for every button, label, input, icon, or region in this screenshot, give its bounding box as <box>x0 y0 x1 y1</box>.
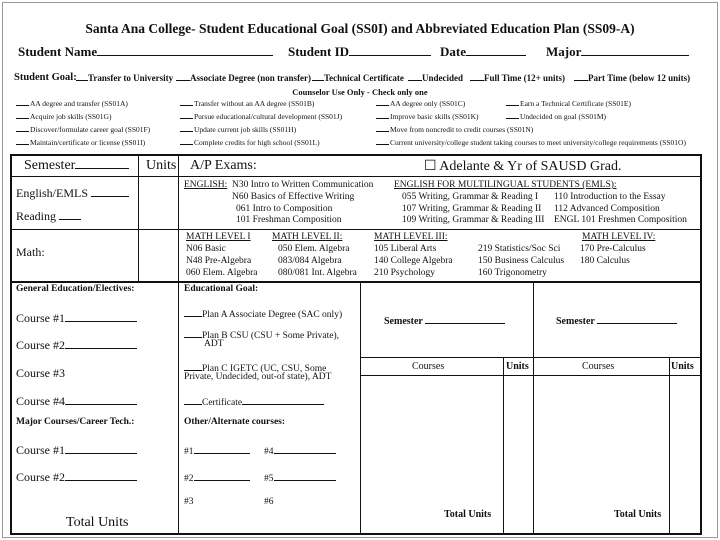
math-course: 083/084 Algebra <box>278 256 342 266</box>
code-item[interactable]: Discover/formulate career goal (SS01F) <box>16 125 150 134</box>
date-label: Date <box>440 44 466 59</box>
date-field[interactable] <box>440 44 526 60</box>
code-item[interactable]: Earn a Technical Certificate (SS01E) <box>506 99 631 108</box>
math-course: 105 Liberal Arts <box>374 244 437 254</box>
units-divider <box>138 154 139 282</box>
goal-associate[interactable]: Associate Degree (non transfer) <box>176 72 311 83</box>
alt-course-3[interactable]: #3 <box>184 497 194 507</box>
math-course: 050 Elem. Algebra <box>278 244 350 254</box>
math-course: N06 Basic <box>186 244 226 254</box>
total-units-left: Total Units <box>66 515 129 530</box>
major-label: Major <box>546 44 582 59</box>
emls-heading: ENGLISH FOR MULTILINGUAL STUDENTS (EMLS): <box>394 180 617 190</box>
table-top-border <box>10 154 702 156</box>
math-course: 080/081 Int. Algebra <box>278 268 357 278</box>
goal-transfer[interactable]: Transfer to University <box>76 72 173 83</box>
student-id-field[interactable] <box>288 44 431 60</box>
major-field[interactable] <box>546 44 689 60</box>
plan-c-option[interactable]: Plan C IGETC (UC, CSU, Some <box>184 360 326 374</box>
plan-b-option[interactable]: Plan B CSU (CSU + Some Private), <box>184 327 339 341</box>
goal-technical[interactable]: Technical Certificate <box>312 72 404 83</box>
courses-header-right: Courses <box>582 361 615 372</box>
goal-undecided[interactable]: Undecided <box>408 72 463 83</box>
code-item[interactable]: Update current job skills (SS01H) <box>180 125 296 134</box>
form-title: Santa Ana College- Student Educational Goal (SS0I) and Abbreviated Education Plan (SS09-A) <box>85 21 635 36</box>
alt-course-2[interactable]: #2 <box>184 470 250 484</box>
math-course: 160 Trigonometry <box>478 268 547 278</box>
ge-course-2[interactable]: Course #2 <box>16 338 137 353</box>
student-goal-row <box>14 72 77 83</box>
student-goal-label: Student Goal: <box>14 72 77 83</box>
math-course: 180 Calculus <box>580 256 630 266</box>
math-course: 140 College Algebra <box>374 256 453 266</box>
math3-heading: MATH LEVEL III: <box>374 232 448 242</box>
total-units-right: Total Units <box>614 509 662 520</box>
code-item[interactable]: Current university/college student taking courses to meet university/college requirements (SS01O) <box>376 138 686 147</box>
certificate-option[interactable]: Certificate <box>184 394 324 408</box>
math-course: 170 Pre-Calculus <box>580 244 646 254</box>
ge-course-1[interactable]: Course #1 <box>16 311 137 326</box>
english-course: N60 Basics of Effective Writing <box>232 192 355 202</box>
courses-header-left: Courses <box>412 361 445 372</box>
plan-a-option[interactable]: Plan A Associate Degree (SAC only) <box>184 306 342 320</box>
reading-field[interactable]: Reading <box>16 209 81 224</box>
student-id-label: Student ID <box>288 44 350 59</box>
student-name-field[interactable] <box>18 44 273 60</box>
table-right-border <box>700 154 702 535</box>
english-course: 101 Freshman Composition <box>236 215 342 225</box>
alt-course-5[interactable]: #5 <box>264 470 336 484</box>
math-course: 210 Psychology <box>374 268 435 278</box>
alt-course-6[interactable]: #6 <box>264 497 274 507</box>
major-courses-heading: Major Courses/Career Tech.: <box>16 417 135 427</box>
math2-heading: MATH LEVEL II: <box>272 232 343 242</box>
math-course: 150 Business Calculus <box>478 256 565 266</box>
alt-courses-heading: Other/Alternate courses: <box>184 417 286 427</box>
units-header: Units <box>146 158 177 173</box>
ge-heading: General Education/Electives: <box>16 284 135 294</box>
emls-course: 110 Introduction to the Essay <box>554 192 666 202</box>
major-course-2[interactable]: Course #2 <box>16 470 137 485</box>
code-item[interactable]: Transfer without an AA degree (SS01B) <box>180 99 314 108</box>
math-course: 060 Elem. Algebra <box>186 268 258 278</box>
alt-course-1[interactable]: #1 <box>184 443 250 457</box>
semester-field-left[interactable]: Semester <box>384 313 505 327</box>
ge-course-3[interactable]: Course #3 <box>16 366 65 380</box>
code-item[interactable]: Pursue educational/cultural development (SS01J) <box>180 112 342 121</box>
goal-full-time[interactable]: Full Time (12+ units) <box>470 72 565 83</box>
math-course: N48 Pre-Algebra <box>186 256 252 266</box>
emls-course: ENGL 101 Freshmen Composition <box>554 215 687 225</box>
plan-b-line2: ADT <box>204 339 224 349</box>
counselor-note: Counselor Use Only - Check only one <box>292 87 428 97</box>
semester-field-right[interactable]: Semester <box>556 313 677 327</box>
code-item[interactable]: Maintain/certificate or license (SS01I) <box>16 138 145 147</box>
student-name-label: Student Name <box>18 44 98 59</box>
goal-part-time[interactable]: Part Time (below 12 units) <box>574 72 690 83</box>
units-header-left: Units <box>506 361 529 372</box>
table-bottom-border <box>10 533 702 535</box>
ap-exams-label: A/P Exams: <box>190 158 257 173</box>
english-course: N30 Intro to Written Communication <box>232 180 374 190</box>
math1-heading: MATH LEVEL I <box>186 232 251 242</box>
code-item[interactable]: Complete credits for high school (SS01L) <box>180 138 320 147</box>
emls-course: 055 Writing, Grammar & Reading I <box>402 192 539 202</box>
code-item[interactable]: AA degree and transfer (SS01A) <box>16 99 128 108</box>
units-header-right: Units <box>671 361 694 372</box>
edu-goal-heading: Educational Goal: <box>184 284 259 294</box>
emls-course: 109 Writing, Grammar & Reading III <box>402 215 545 225</box>
adelante-checkbox[interactable]: ☐ Adelante & Yr of SAUSD Grad. <box>424 159 622 174</box>
main-divider <box>178 154 179 535</box>
major-course-1[interactable]: Course #1 <box>16 443 137 458</box>
english-emls-field[interactable]: English/EMLS <box>16 186 129 201</box>
english-course: 061 Intro to Composition <box>236 204 333 214</box>
emls-course: 107 Writing, Grammar & Reading II <box>402 204 542 214</box>
ge-course-4[interactable]: Course #4 <box>16 394 137 409</box>
math-course: 219 Statistics/Soc Sci <box>478 244 561 254</box>
code-item[interactable]: Acquire job skills (SS01G) <box>16 112 111 121</box>
english-heading: ENGLISH: <box>184 180 228 190</box>
plan-c-line2: Private, Undecided, out-of state), ADT <box>184 372 332 382</box>
math-label: Math: <box>16 245 45 259</box>
code-item[interactable]: Improve basic skills (SS01K) <box>376 112 479 121</box>
table-left-border <box>10 154 12 535</box>
emls-course: 112 Advanced Composition <box>554 204 660 214</box>
code-item[interactable]: Move from noncredit to credit courses (SS01N) <box>376 125 533 134</box>
total-units-middle: Total Units <box>444 509 492 520</box>
alt-course-4[interactable]: #4 <box>264 443 336 457</box>
code-item[interactable]: AA degree only (SS01C) <box>376 99 465 108</box>
math4-heading: MATH LEVEL IV: <box>582 232 656 242</box>
code-item[interactable]: Undecided on goal (SS01M) <box>506 112 606 121</box>
semester-cell[interactable]: Semester <box>24 158 129 174</box>
